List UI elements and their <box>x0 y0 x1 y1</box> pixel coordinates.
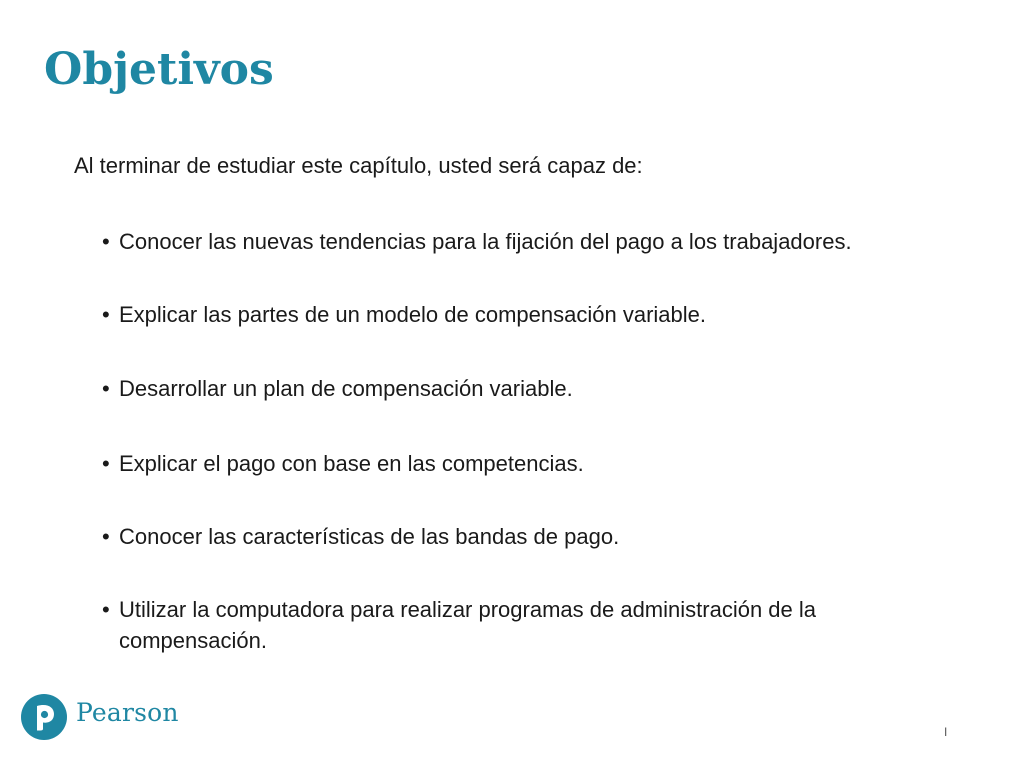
bullet-icon: • <box>102 451 110 476</box>
page-marker: I <box>944 725 948 739</box>
objective-text: Desarrollar un plan de compensación variable. <box>119 376 573 401</box>
intro-text: Al terminar de estudiar este capítulo, usted será capaz de: <box>74 153 643 178</box>
bullet-icon: • <box>102 524 110 549</box>
bullet-icon: • <box>102 376 110 401</box>
bullet-icon: • <box>102 302 110 327</box>
bullet-icon: • <box>102 597 110 622</box>
objective-item <box>102 226 972 257</box>
brand-wordmark: Pearson <box>76 698 179 727</box>
objective-text: Utilizar la computadora para realizar programas de administración de la compensación. <box>119 597 816 653</box>
objective-text: Explicar las partes de un modelo de compensación variable. <box>119 302 706 327</box>
objective-item <box>102 594 972 656</box>
pearson-brand <box>21 694 191 748</box>
bullet-icon: • <box>102 229 110 254</box>
slide-title: Objetivos <box>44 44 274 95</box>
pearson-p-logo-icon <box>21 694 67 740</box>
objective-item <box>102 521 972 552</box>
objective-text: Conocer las características de las bandas de pago. <box>119 524 620 549</box>
objective-item <box>102 373 972 404</box>
objective-text: Conocer las nuevas tendencias para la fijación del pago a los trabajadores. <box>119 229 852 254</box>
objective-item <box>102 448 972 479</box>
objective-item <box>102 299 972 330</box>
objective-text: Explicar el pago con base en las competencias. <box>119 451 584 476</box>
